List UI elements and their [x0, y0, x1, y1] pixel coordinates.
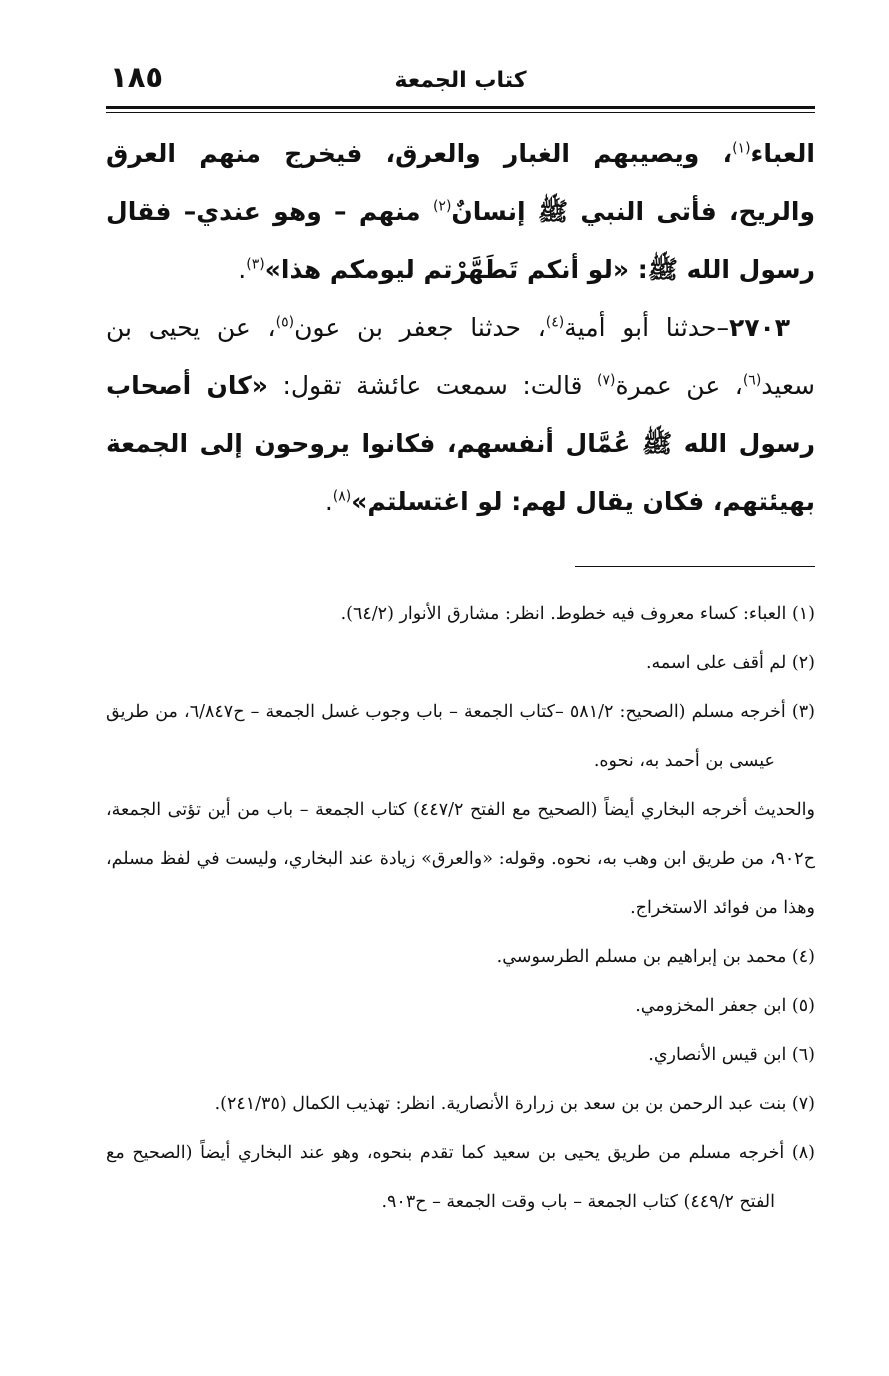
header-rule-thin — [106, 112, 815, 113]
hadith-number: ٢٧٠٣ — [728, 313, 790, 342]
footnote-marker: (٤) — [545, 314, 565, 331]
footnote-2: (٢) لم أقف على اسمه. — [645, 653, 815, 673]
text-segment: . — [238, 255, 247, 284]
footnote-1: (١) العباء: كساء معروف فيه خطوط. انظر: مشارق الأنوار (٦٤/٢). — [340, 604, 815, 624]
text-segment: ، ويصيبهم الغبار والعرق، فيخرج منهم العرق والريح، فأتى النبي ﷺ إنسانٌ — [106, 139, 816, 226]
footnote-marker: (٨) — [332, 488, 352, 505]
footnote-5: (٥) ابن جعفر المخزومي. — [635, 996, 815, 1016]
footnote-3: (٣) أخرجه مسلم (الصحيح: ٥٨١/٢ –كتاب الجمعة – باب وجوب غسل الجمعة – ح٦/٨٤٧، من طريق عيسى بن أحمد به، نحوه. — [106, 702, 815, 771]
text-segment: ، عن يحيى بن سعيد — [106, 313, 815, 400]
page-header — [106, 60, 815, 110]
footnote-3-continuation: والحديث أخرجه البخاري أيضاً (الصحيح مع الفتح ٤٤٧/٢) كتاب الجمعة – باب من أين تؤتى الجمعة، ح٩٠٢، من طريق ابن وهب به، نحوه. وقوله: «والعرق» زيادة عند البخاري، وليست في لفظ مسلم، وهذا من فوائد الاستخراج. — [106, 800, 815, 918]
text-segment: –حدثنا أبو أمية — [564, 313, 729, 342]
text-segment: . — [324, 487, 333, 516]
hadith-paragraph — [106, 299, 815, 531]
chapter-title: كتاب الجمعة — [394, 68, 527, 93]
footnotes — [106, 590, 815, 1227]
footnote-marker: (٥) — [275, 314, 295, 331]
footnote-marker: (١) — [732, 140, 751, 157]
text-segment: ، عن عمرة — [615, 371, 743, 400]
main-text — [106, 125, 815, 531]
footnote-6: (٦) ابن قيس الأنصاري. — [648, 1045, 815, 1065]
header-rule-thick — [106, 106, 815, 109]
text-segment: قالت: سمعت عائشة تقول: — [267, 371, 598, 400]
footnote-8: (٨) أخرجه مسلم من طريق يحيى بن سعيد كما تقدم بنحوه، وهو عند البخاري أيضاً (الصحيح مع الفتح ٤٤٩/٢) كتاب الجمعة – باب وقت الجمعة – ح٩٠٣. — [106, 1143, 815, 1212]
footnote-marker: (٣) — [246, 256, 265, 273]
paragraph-1 — [106, 125, 815, 299]
text-segment: ، حدثنا جعفر بن عون — [294, 313, 546, 342]
text-segment: منهم – وهو عندي– فقال رسول الله ﷺ: «لو أنكم تَطَهَّرْتم ليومكم هذا» — [106, 197, 815, 284]
footnote-4: (٤) محمد بن إبراهيم بن مسلم الطرسوسي. — [496, 947, 815, 967]
footnote-marker: (٢) — [432, 198, 452, 215]
hadith-matn: «كان أصحاب رسول الله ﷺ عُمَّال أنفسهم، فكانوا يروحون إلى الجمعة بهيئتهم، فكان يقال لهم: لو اغتسلتم» — [106, 371, 815, 516]
text-segment: العباء — [750, 139, 815, 168]
footnote-marker: (٦) — [742, 372, 762, 389]
footnote-separator — [575, 566, 815, 567]
page-number: ١٨٥ — [110, 60, 164, 94]
footnote-marker: (٧) — [597, 372, 616, 389]
footnote-7: (٧) بنت عبد الرحمن بن بن سعد بن زرارة الأنصارية. انظر: تهذيب الكمال (٢٤١/٣٥). — [214, 1094, 815, 1114]
